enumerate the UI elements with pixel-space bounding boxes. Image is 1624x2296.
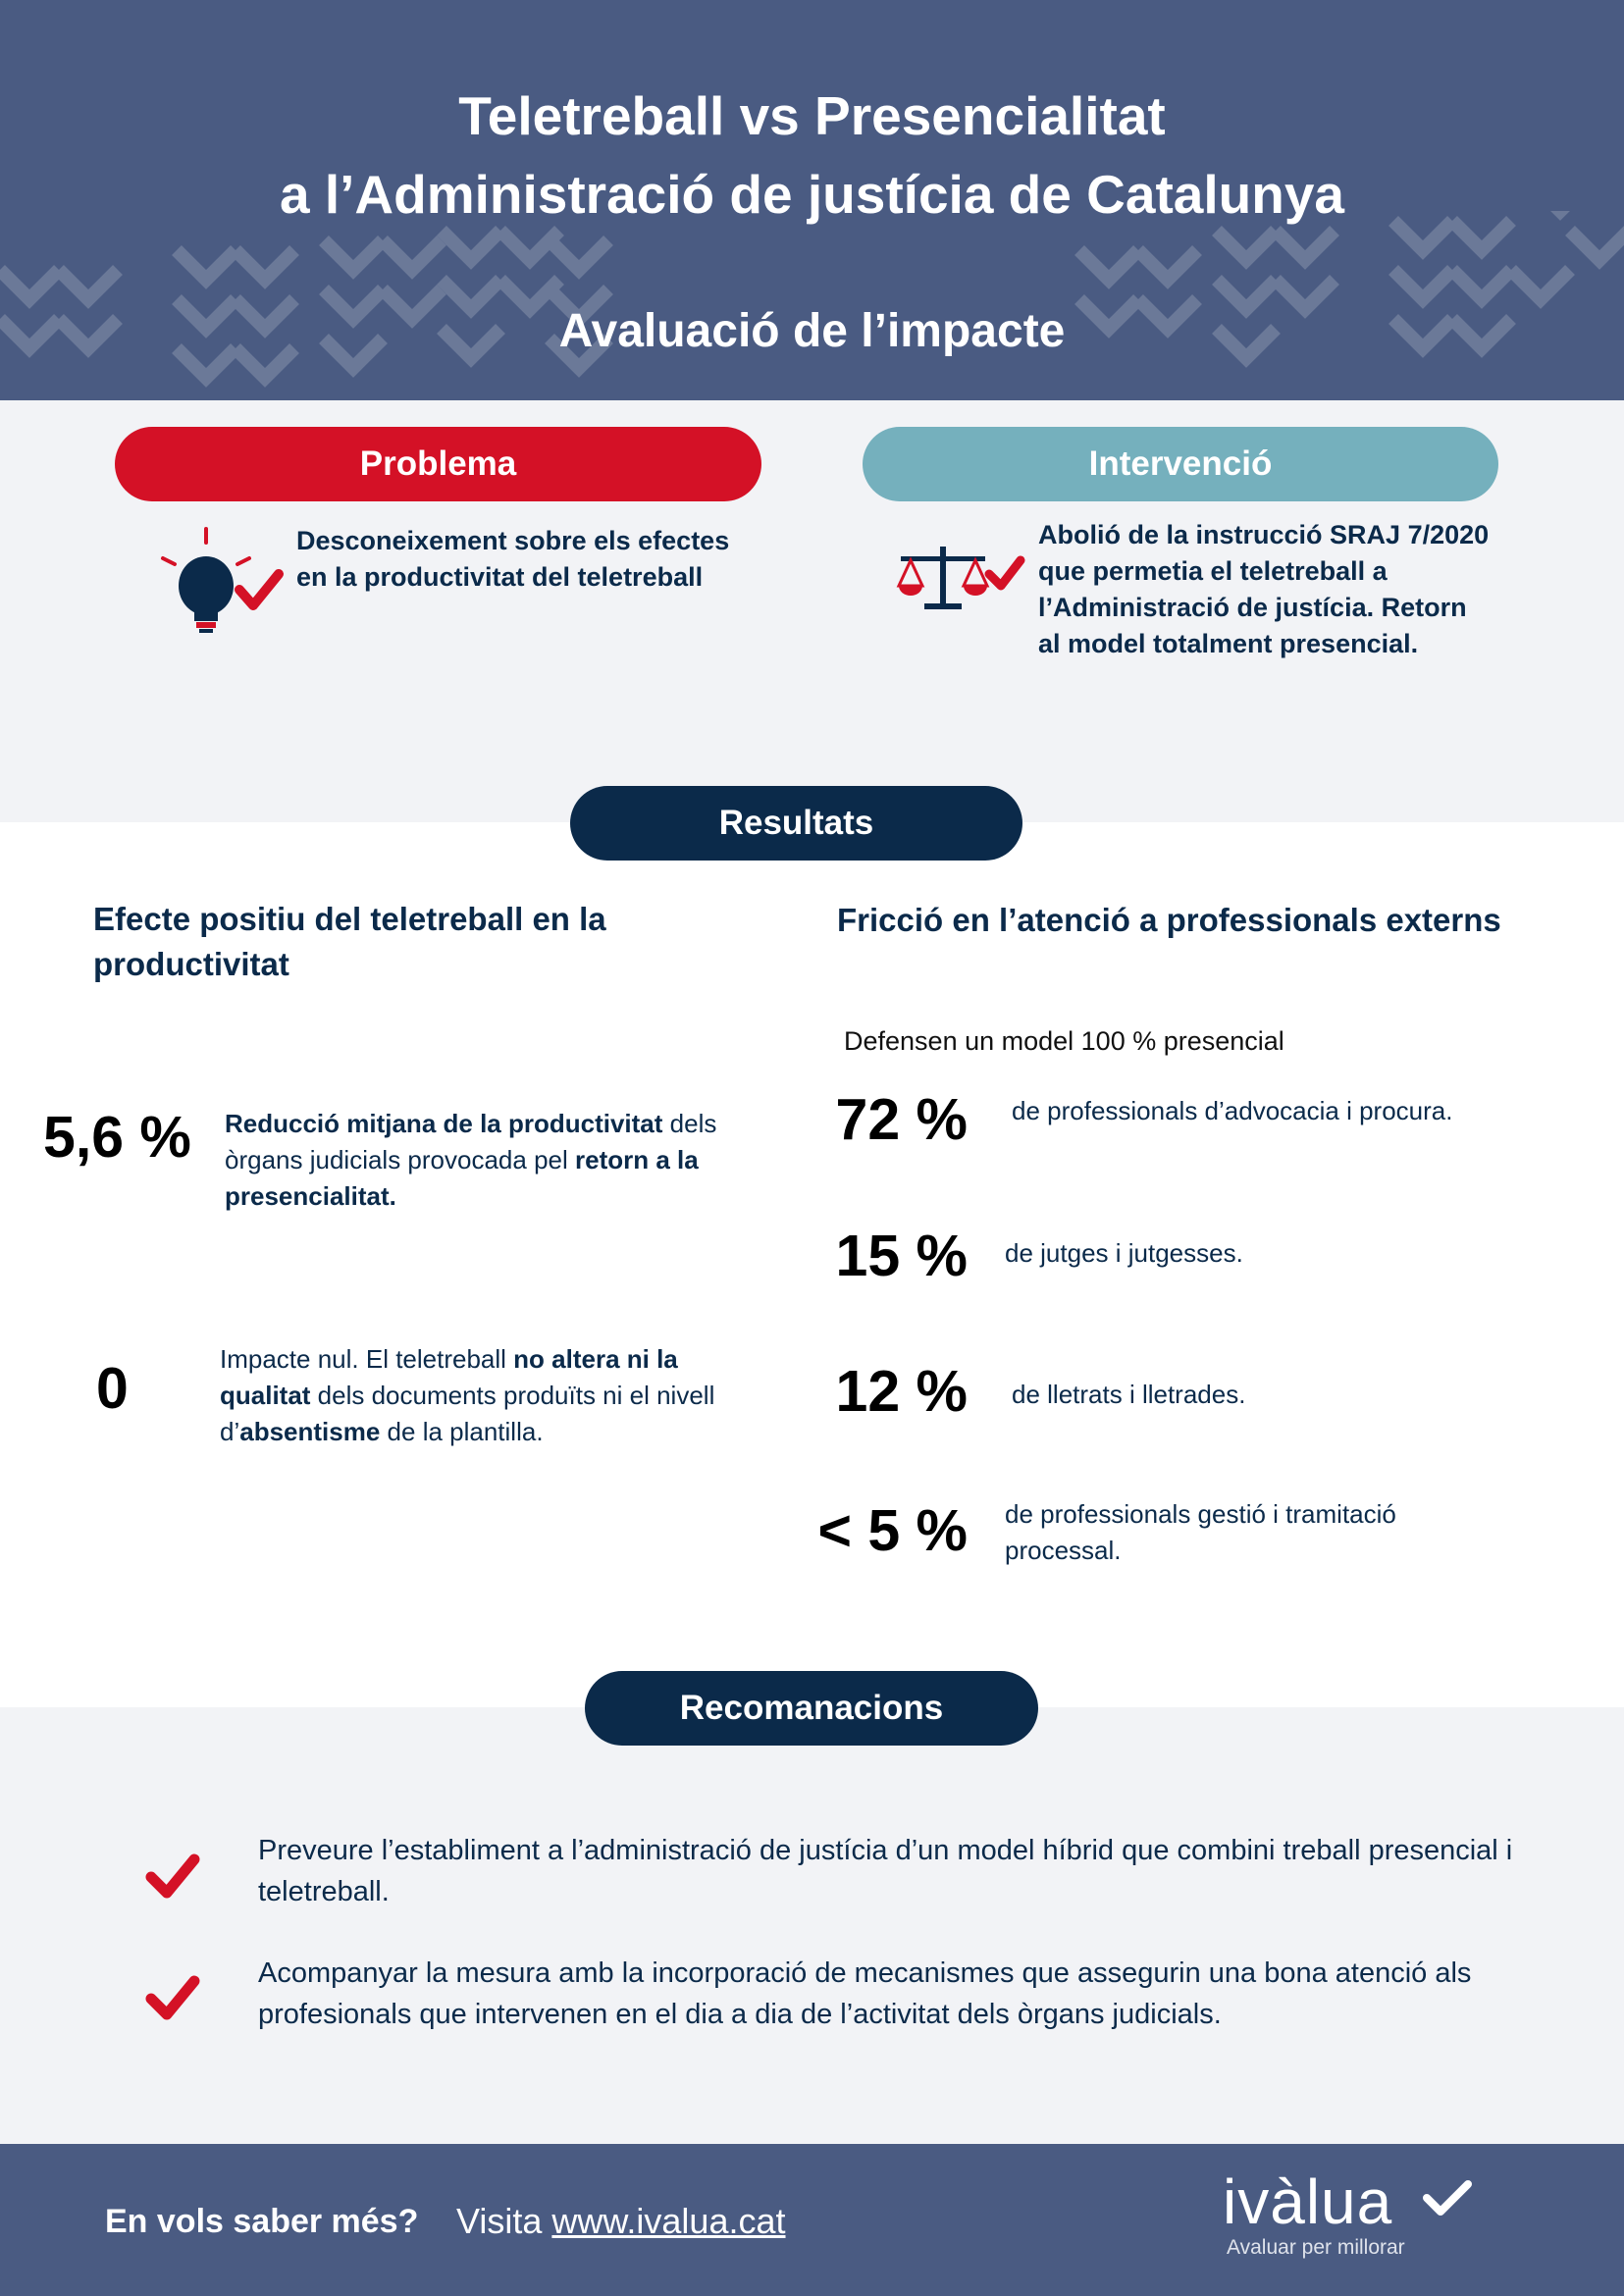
recommendation-item-0: Preveure l’establiment a l’administració de justícia d’un model híbrid que combini treball presencial i teletreball. xyxy=(258,1835,1513,1907)
resultats-badge: Resultats xyxy=(570,786,1022,861)
page-title-line1: Teletreball vs Presencialitat xyxy=(458,85,1166,146)
intervencio-badge: Intervenció xyxy=(863,427,1498,501)
logo-wordmark: ivàlua xyxy=(1223,2166,1393,2237)
problema-badge: Problema xyxy=(115,427,761,501)
check-icon xyxy=(145,1850,200,1905)
stat-quality-bold2: absentisme xyxy=(239,1417,381,1446)
friction-item-2-text: de lletrats i lletrades. xyxy=(1012,1380,1246,1409)
friction-item-2-value: 12 % xyxy=(835,1359,968,1424)
scales-check-icon xyxy=(895,543,1026,613)
stat-quality-normal1: Impacte nul. El teletreball xyxy=(220,1344,514,1374)
logo-tagline: Avaluar per millorar xyxy=(1227,2236,1405,2259)
friction-item-1-text: de jutges i jutgesses. xyxy=(1005,1238,1243,1268)
logo-check-icon xyxy=(1423,2180,1472,2219)
lightbulb-check-icon xyxy=(155,525,285,635)
right-heading: Fricció en l’atenció a professionals externs xyxy=(837,902,1501,938)
header-banner xyxy=(0,0,1624,400)
friction-item-0-text: de professionals d’advocacia i procura. xyxy=(1012,1096,1453,1125)
stat-productivity-value: 5,6 % xyxy=(43,1105,191,1170)
stat-quality-bold1: no altera ni la qualitat xyxy=(220,1344,678,1410)
stat-productivity-bold2: retorn a la presencialitat. xyxy=(225,1145,699,1211)
page-title-line2: a l’Administració de justícia de Catalunya xyxy=(279,164,1345,225)
ivalua-website-link[interactable]: www.ivalua.cat xyxy=(551,2201,786,2241)
stat-productivity-bold1: Reducció mitjana de la productivitat xyxy=(225,1109,663,1138)
friction-item-1-value: 15 % xyxy=(835,1224,968,1288)
page-subtitle: Avaluació de l’impacte xyxy=(558,305,1066,357)
footer-visit-label: Visita xyxy=(456,2201,543,2241)
recomanacions-badge: Recomanacions xyxy=(585,1671,1038,1746)
stat-productivity-normal: dels òrgans judicials provocada pel xyxy=(225,1109,717,1174)
stat-quality-normal3: de la plantilla. xyxy=(380,1417,544,1446)
left-heading: Efecte positiu del teletreball en la productivitat xyxy=(93,901,606,982)
stat-quality-value: 0 xyxy=(96,1356,129,1421)
recommendations-section xyxy=(0,1707,1624,2144)
stat-productivity-text xyxy=(225,1106,774,1215)
intervencio-text: Abolió de la instrucció SRAJ 7/2020 que permetia el teletreball a l’Administració de justícia. Retorn al model totalment presencial. xyxy=(1038,520,1490,658)
footer-question: En vols saber més? xyxy=(105,2203,419,2240)
friction-item-3-value: < 5 % xyxy=(817,1498,968,1563)
stat-quality-normal2: dels documents produïts ni el nivell d’ xyxy=(220,1381,715,1446)
recommendation-item-1: Acompanyar la mesura amb la incorporació de mecanismes que assegurin una bona atenció als profesionals que intervenen en el dia a dia de l’activitat dels òrgans judicials. xyxy=(258,1957,1472,2030)
stat-quality-text xyxy=(220,1341,769,1450)
ivalua-logo xyxy=(1223,2165,1478,2263)
footer-visit xyxy=(456,2200,786,2243)
friction-item-3-text: de professionals gestió i tramitació processal. xyxy=(1005,1499,1396,1565)
check-icon xyxy=(145,1971,200,2026)
friction-item-0-value: 72 % xyxy=(835,1087,968,1152)
friction-intro: Defensen un model 100 % presencial xyxy=(844,1026,1284,1056)
problema-text: Desconeixement sobre els efectes en la productivitat del teletreball xyxy=(296,526,730,592)
